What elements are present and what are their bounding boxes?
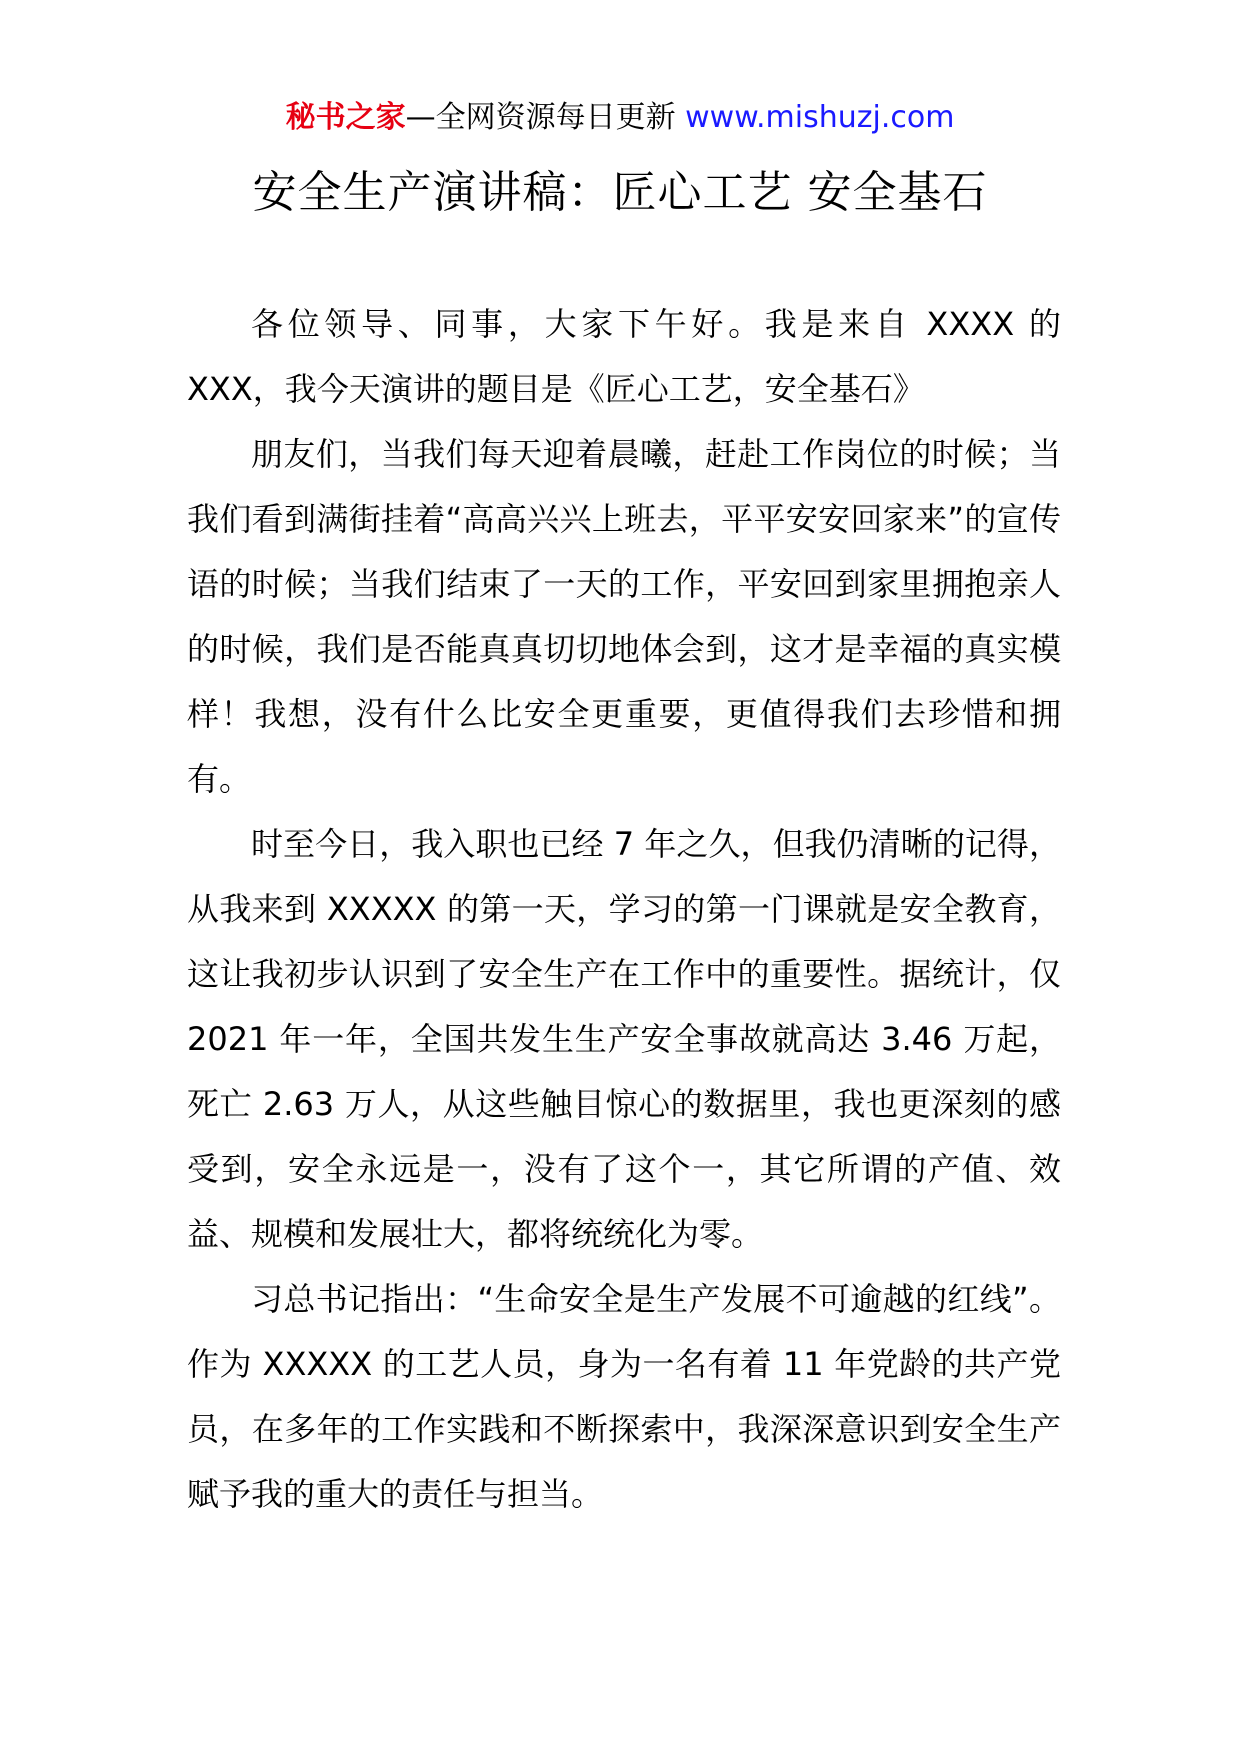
header-slogan: —全网资源每日更新	[405, 100, 686, 135]
document-title: 安全生产演讲稿：匠心工艺 安全基石	[252, 167, 988, 218]
paragraph-experience: 时至今日，我入职也已经 7 年之久，但我仍清晰的记得，从我来到 XXXXX 的第一天，学习的第一门课就是安全教育，这让我初步认识到了安全生产在工作中的重要性。据统计，仅 2021 年一年，全国共发生生产安全事故就高达 3.46 万起，死亡 2.63 万人，从这些触目惊心的数据里，我也更深刻的感受到，安全永远是一，没有了这个一，其它所谓的产值、效益、规模和发展壮大，都将统统化为零。	[187, 825, 1061, 1253]
site-url-link[interactable]: www.mishuzj.com	[685, 100, 955, 135]
paragraph-responsibility: 习总书记指出：“生命安全是生产发展不可逾越的红线”。作为 XXXXX 的工艺人员，身为一名有着 11 年党龄的共产党员，在多年的工作实践和不断探索中，我深深意识到安全生产赋予我的重大的责任与担当。	[187, 1280, 1061, 1513]
paragraph-greeting: 各位领导、同事，大家下午好。我是来自 XXXX 的 XXX，我今天演讲的题目是《匠心工艺，安全基石》	[187, 305, 1061, 408]
site-header	[0, 98, 1240, 138]
brand-name: 秘书之家	[285, 100, 406, 135]
document-body	[187, 292, 1061, 1527]
paragraph-friends: 朋友们，当我们每天迎着晨曦，赶赴工作岗位的时候；当我们看到满街挂着“高高兴兴上班去，平平安安回家来”的宣传语的时候；当我们结束了一天的工作，平安回到家里拥抱亲人的时候，我们是否能真真切切地体会到，这才是幸福的真实模样！我想，没有什么比安全更重要，更值得我们去珍惜和拥有。	[187, 435, 1061, 798]
